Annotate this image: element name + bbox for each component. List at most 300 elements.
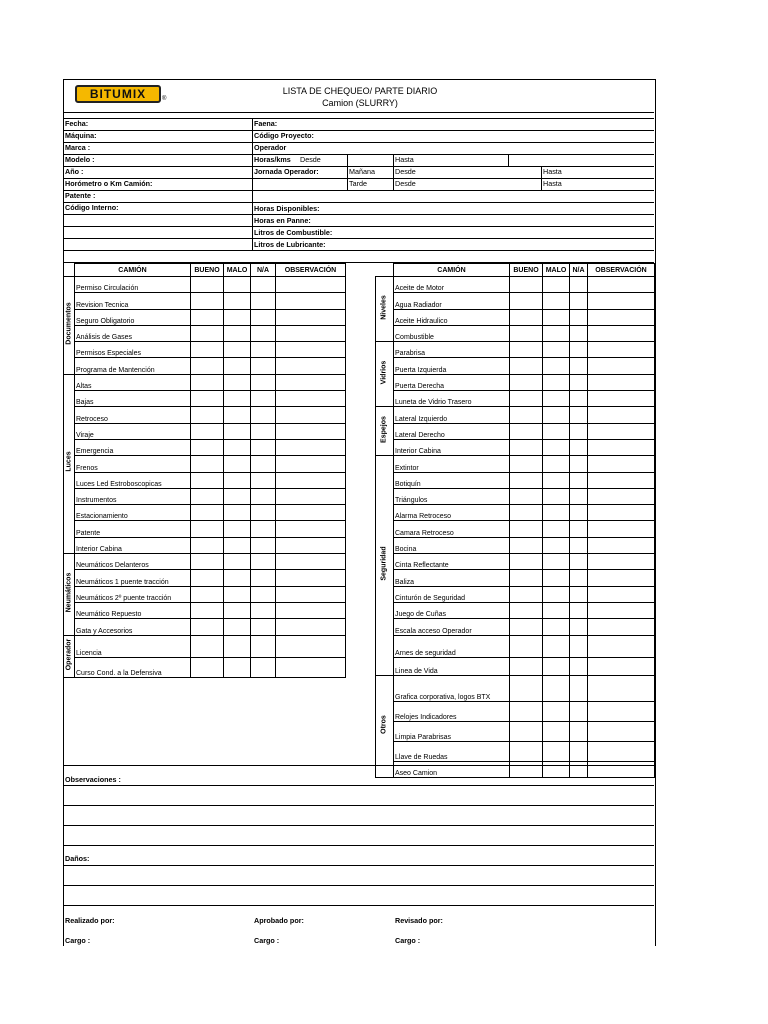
bueno-cell[interactable]: [510, 619, 543, 635]
bueno-cell[interactable]: [510, 456, 543, 472]
manana-hasta-label: Hasta: [543, 167, 562, 176]
na-cell[interactable]: [251, 602, 276, 618]
bueno-cell[interactable]: [191, 521, 224, 537]
malo-cell[interactable]: [543, 358, 570, 374]
table-row: [376, 570, 655, 586]
malo-cell[interactable]: [543, 570, 570, 586]
observacion-cell[interactable]: [276, 456, 346, 472]
group-label: Espejos: [380, 415, 388, 443]
observacion-cell[interactable]: [276, 293, 346, 309]
horas-kms-label: Horas/kms: [254, 155, 291, 164]
realizado-label: Realizado por:: [65, 916, 115, 925]
table-row: [64, 423, 346, 439]
malo-cell[interactable]: [224, 657, 251, 677]
malo-cell[interactable]: [543, 602, 570, 618]
footer-row-line: [63, 905, 654, 906]
na-cell[interactable]: [570, 721, 588, 741]
na-cell[interactable]: [251, 472, 276, 488]
na-cell[interactable]: [251, 325, 276, 341]
na-cell[interactable]: [570, 554, 588, 570]
malo-cell[interactable]: [543, 675, 570, 701]
info-row-line: [63, 250, 654, 251]
header-divider-2: [63, 118, 654, 119]
bueno-cell[interactable]: [191, 293, 224, 309]
item-label: Cinturón de Seguridad: [394, 586, 510, 602]
malo-cell[interactable]: [224, 505, 251, 521]
observacion-cell[interactable]: [588, 721, 655, 741]
observacion-cell[interactable]: [588, 554, 655, 570]
na-cell[interactable]: [251, 456, 276, 472]
na-cell[interactable]: [570, 407, 588, 423]
bueno-cell[interactable]: [191, 423, 224, 439]
bueno-cell[interactable]: [510, 277, 543, 293]
table-row: [376, 635, 655, 657]
observacion-cell[interactable]: [276, 586, 346, 602]
na-cell[interactable]: [570, 657, 588, 675]
bueno-cell[interactable]: [510, 342, 543, 358]
observacion-cell[interactable]: [276, 391, 346, 407]
bueno-cell[interactable]: [510, 374, 543, 390]
malo-cell[interactable]: [543, 293, 570, 309]
bueno-cell[interactable]: [191, 488, 224, 504]
observacion-cell[interactable]: [588, 586, 655, 602]
item-label: Linea de Vida: [394, 657, 510, 675]
na-cell[interactable]: [570, 439, 588, 455]
na-cell[interactable]: [251, 342, 276, 358]
malo-cell[interactable]: [224, 293, 251, 309]
observacion-cell[interactable]: [276, 309, 346, 325]
group-cell: [64, 635, 75, 677]
observacion-cell[interactable]: [276, 325, 346, 341]
malo-cell[interactable]: [543, 537, 570, 553]
item-label: Parabrisa: [394, 342, 510, 358]
na-cell[interactable]: [570, 761, 588, 777]
table-row: [376, 374, 655, 390]
observacion-cell[interactable]: [276, 358, 346, 374]
observacion-cell[interactable]: [588, 293, 655, 309]
na-cell[interactable]: [251, 586, 276, 602]
malo-cell[interactable]: [543, 521, 570, 537]
table-row: [64, 537, 346, 553]
na-cell[interactable]: [570, 635, 588, 657]
observacion-cell[interactable]: [588, 423, 655, 439]
malo-cell[interactable]: [543, 554, 570, 570]
bueno-cell[interactable]: [510, 554, 543, 570]
table-row: [64, 391, 346, 407]
item-label: Frenos: [75, 456, 191, 472]
bueno-cell[interactable]: [510, 358, 543, 374]
bueno-cell[interactable]: [510, 657, 543, 675]
malo-cell[interactable]: [224, 407, 251, 423]
na-cell[interactable]: [570, 675, 588, 701]
bueno-cell[interactable]: [191, 505, 224, 521]
table-row: [64, 277, 346, 293]
revisado-label: Revisado por:: [395, 916, 443, 925]
bueno-cell[interactable]: [510, 701, 543, 721]
table-header-cell: MALO: [543, 264, 570, 277]
na-cell[interactable]: [570, 277, 588, 293]
malo-cell[interactable]: [543, 619, 570, 635]
malo-cell[interactable]: [543, 721, 570, 741]
item-label: Luces Led Estroboscopicas: [75, 472, 191, 488]
malo-cell[interactable]: [224, 325, 251, 341]
na-cell[interactable]: [570, 391, 588, 407]
malo-cell[interactable]: [224, 439, 251, 455]
na-cell[interactable]: [570, 358, 588, 374]
observacion-cell[interactable]: [588, 521, 655, 537]
item-label: Retroceso: [75, 407, 191, 423]
malo-cell[interactable]: [543, 586, 570, 602]
table-row: [64, 325, 346, 341]
observacion-cell[interactable]: [588, 358, 655, 374]
header-divider: [63, 112, 654, 113]
na-cell[interactable]: [570, 342, 588, 358]
bueno-cell[interactable]: [510, 505, 543, 521]
table-row: [376, 293, 655, 309]
na-cell[interactable]: [570, 586, 588, 602]
observacion-cell[interactable]: [588, 391, 655, 407]
group-cell: [376, 277, 394, 342]
malo-cell[interactable]: [543, 741, 570, 761]
aprobado-label: Aprobado por:: [254, 916, 304, 925]
malo-cell[interactable]: [224, 342, 251, 358]
bueno-cell[interactable]: [191, 342, 224, 358]
na-cell[interactable]: [251, 358, 276, 374]
bueno-cell[interactable]: [510, 407, 543, 423]
malo-cell[interactable]: [543, 761, 570, 777]
bueno-cell[interactable]: [191, 657, 224, 677]
malo-cell[interactable]: [224, 521, 251, 537]
table-row: [64, 358, 346, 374]
table-row: [64, 505, 346, 521]
observacion-cell[interactable]: [276, 505, 346, 521]
info-col-divider: [508, 154, 509, 166]
item-label: Extintor: [394, 456, 510, 472]
table-row: [376, 554, 655, 570]
na-cell[interactable]: [251, 554, 276, 570]
observacion-cell[interactable]: [276, 537, 346, 553]
observacion-cell[interactable]: [588, 407, 655, 423]
observacion-cell[interactable]: [276, 570, 346, 586]
bueno-cell[interactable]: [510, 439, 543, 455]
table-row: [376, 721, 655, 741]
observacion-cell[interactable]: [276, 619, 346, 635]
observacion-cell[interactable]: [276, 554, 346, 570]
bueno-cell[interactable]: [510, 761, 543, 777]
observacion-cell[interactable]: [276, 635, 346, 657]
table-row: [64, 407, 346, 423]
group-label: Vidrios: [380, 360, 388, 385]
table-row: [64, 488, 346, 504]
bueno-cell[interactable]: [510, 423, 543, 439]
item-label: Neumáticos Delanteros: [75, 554, 191, 570]
observacion-cell[interactable]: [276, 488, 346, 504]
item-label: Baliza: [394, 570, 510, 586]
observacion-cell[interactable]: [588, 619, 655, 635]
na-cell[interactable]: [570, 741, 588, 761]
observacion-cell[interactable]: [588, 472, 655, 488]
table-row: [376, 407, 655, 423]
na-cell[interactable]: [570, 602, 588, 618]
na-cell[interactable]: [251, 570, 276, 586]
na-cell[interactable]: [251, 505, 276, 521]
na-cell[interactable]: [570, 701, 588, 721]
malo-cell[interactable]: [224, 488, 251, 504]
malo-cell[interactable]: [224, 277, 251, 293]
malo-cell[interactable]: [224, 456, 251, 472]
info-row-line: [63, 226, 654, 227]
table-row: [376, 456, 655, 472]
table-row: [376, 505, 655, 521]
observacion-cell[interactable]: [588, 309, 655, 325]
malo-cell[interactable]: [543, 277, 570, 293]
malo-cell[interactable]: [543, 439, 570, 455]
na-cell[interactable]: [251, 635, 276, 657]
table-row: [64, 635, 346, 657]
table-header-cell: OBSERVACIÓN: [276, 264, 346, 277]
logo-registered-mark: ®: [162, 96, 167, 102]
item-label: Programa de Mantención: [75, 358, 191, 374]
item-label: Neumático Repuesto: [75, 602, 191, 618]
bueno-cell[interactable]: [510, 675, 543, 701]
group-cell: [64, 277, 75, 375]
bueno-cell[interactable]: [510, 521, 543, 537]
bueno-cell[interactable]: [191, 325, 224, 341]
na-cell[interactable]: [570, 374, 588, 390]
observacion-cell[interactable]: [588, 537, 655, 553]
bueno-cell[interactable]: [191, 456, 224, 472]
malo-cell[interactable]: [543, 635, 570, 657]
bueno-cell[interactable]: [510, 488, 543, 504]
bueno-cell[interactable]: [510, 602, 543, 618]
observacion-cell[interactable]: [276, 374, 346, 390]
bueno-cell[interactable]: [510, 309, 543, 325]
observacion-cell[interactable]: [276, 472, 346, 488]
na-cell[interactable]: [570, 521, 588, 537]
na-cell[interactable]: [570, 537, 588, 553]
malo-cell[interactable]: [224, 619, 251, 635]
malo-cell[interactable]: [224, 602, 251, 618]
group-cell: [376, 456, 394, 675]
malo-cell[interactable]: [543, 391, 570, 407]
malo-cell[interactable]: [543, 325, 570, 341]
bueno-cell[interactable]: [191, 635, 224, 657]
table-row: [64, 342, 346, 358]
bueno-cell[interactable]: [510, 325, 543, 341]
na-cell[interactable]: [251, 293, 276, 309]
observacion-cell[interactable]: [276, 423, 346, 439]
na-cell[interactable]: [251, 537, 276, 553]
item-label: Arnes de seguridad: [394, 635, 510, 657]
observacion-cell[interactable]: [588, 741, 655, 761]
bueno-cell[interactable]: [510, 721, 543, 741]
bueno-cell[interactable]: [510, 472, 543, 488]
bueno-cell[interactable]: [191, 586, 224, 602]
observacion-cell[interactable]: [588, 505, 655, 521]
malo-cell[interactable]: [224, 391, 251, 407]
bueno-cell[interactable]: [191, 602, 224, 618]
bueno-cell[interactable]: [510, 293, 543, 309]
observacion-cell[interactable]: [276, 657, 346, 677]
observacion-cell[interactable]: [588, 570, 655, 586]
observacion-cell[interactable]: [588, 635, 655, 657]
bueno-cell[interactable]: [191, 554, 224, 570]
item-label: Puerta Izquierda: [394, 358, 510, 374]
table-row: [376, 602, 655, 618]
malo-cell[interactable]: [543, 505, 570, 521]
na-cell[interactable]: [570, 325, 588, 341]
bueno-cell[interactable]: [510, 635, 543, 657]
info-col-divider: [393, 154, 394, 190]
na-cell[interactable]: [570, 488, 588, 504]
observacion-cell[interactable]: [588, 488, 655, 504]
footer-row-line: [63, 785, 654, 786]
na-cell[interactable]: [570, 505, 588, 521]
bueno-cell[interactable]: [510, 537, 543, 553]
malo-cell[interactable]: [543, 342, 570, 358]
observacion-cell[interactable]: [276, 277, 346, 293]
table-row: [64, 472, 346, 488]
bueno-cell[interactable]: [191, 472, 224, 488]
observacion-cell[interactable]: [276, 407, 346, 423]
na-cell[interactable]: [251, 374, 276, 390]
observacion-cell[interactable]: [588, 342, 655, 358]
codigo-proyecto-label: Código Proyecto:: [254, 131, 314, 140]
na-cell[interactable]: [251, 391, 276, 407]
observacion-cell[interactable]: [588, 701, 655, 721]
malo-cell[interactable]: [224, 358, 251, 374]
na-cell[interactable]: [251, 277, 276, 293]
malo-cell[interactable]: [543, 309, 570, 325]
group-label: Otros: [380, 714, 388, 734]
na-cell[interactable]: [251, 407, 276, 423]
na-cell[interactable]: [570, 309, 588, 325]
item-label: Viraje: [75, 423, 191, 439]
observacion-cell[interactable]: [588, 325, 655, 341]
item-label: Bocina: [394, 537, 510, 553]
observacion-cell[interactable]: [588, 374, 655, 390]
observacion-cell[interactable]: [588, 675, 655, 701]
malo-cell[interactable]: [224, 309, 251, 325]
bueno-cell[interactable]: [191, 537, 224, 553]
na-cell[interactable]: [251, 309, 276, 325]
na-cell[interactable]: [570, 293, 588, 309]
item-label: Estacionamiento: [75, 505, 191, 521]
malo-cell[interactable]: [224, 472, 251, 488]
table-row: [64, 439, 346, 455]
malo-cell[interactable]: [543, 407, 570, 423]
bueno-cell[interactable]: [191, 619, 224, 635]
table-header-cell: OBSERVACIÓN: [588, 264, 655, 277]
na-cell[interactable]: [570, 472, 588, 488]
na-cell[interactable]: [570, 619, 588, 635]
bueno-cell[interactable]: [191, 309, 224, 325]
malo-cell[interactable]: [543, 472, 570, 488]
malo-cell[interactable]: [543, 374, 570, 390]
table-row: [376, 586, 655, 602]
observacion-cell[interactable]: [588, 602, 655, 618]
litros-combustible-label: Litros de Combustible:: [254, 228, 333, 237]
info-row-line: [63, 190, 654, 191]
table-row: [376, 423, 655, 439]
malo-cell[interactable]: [543, 488, 570, 504]
item-label: Altas: [75, 374, 191, 390]
bueno-cell[interactable]: [191, 277, 224, 293]
table-header-cell: BUENO: [191, 264, 224, 277]
table-header-cell: N/A: [570, 264, 588, 277]
malo-cell[interactable]: [224, 537, 251, 553]
bueno-cell[interactable]: [191, 570, 224, 586]
manana-label: Mañana: [349, 167, 375, 176]
malo-cell[interactable]: [224, 570, 251, 586]
manana-desde-label: Desde: [395, 167, 416, 176]
observacion-cell[interactable]: [588, 456, 655, 472]
group-cell: [64, 554, 75, 635]
observacion-cell[interactable]: [276, 521, 346, 537]
malo-cell[interactable]: [224, 374, 251, 390]
na-cell[interactable]: [251, 521, 276, 537]
malo-cell[interactable]: [224, 635, 251, 657]
na-cell[interactable]: [251, 439, 276, 455]
tarde-hasta-label: Hasta: [543, 179, 562, 188]
bueno-cell[interactable]: [510, 570, 543, 586]
na-cell[interactable]: [570, 456, 588, 472]
observacion-cell[interactable]: [588, 277, 655, 293]
na-cell[interactable]: [570, 423, 588, 439]
item-label: Aseo Camion: [394, 761, 510, 777]
malo-cell[interactable]: [543, 456, 570, 472]
na-cell[interactable]: [251, 488, 276, 504]
observacion-cell[interactable]: [588, 439, 655, 455]
na-cell[interactable]: [570, 570, 588, 586]
bueno-cell[interactable]: [191, 391, 224, 407]
group-label: Neumáticos: [65, 572, 72, 613]
malo-cell[interactable]: [543, 423, 570, 439]
malo-cell[interactable]: [543, 657, 570, 675]
na-cell[interactable]: [251, 657, 276, 677]
bueno-cell[interactable]: [191, 374, 224, 390]
item-label: Limpia Parabrisas: [394, 721, 510, 741]
table-row: [64, 619, 346, 635]
observacion-cell[interactable]: [276, 439, 346, 455]
observacion-cell[interactable]: [588, 761, 655, 777]
observacion-cell[interactable]: [588, 657, 655, 675]
table-row: [64, 309, 346, 325]
bueno-cell[interactable]: [191, 358, 224, 374]
table-row: [64, 657, 346, 677]
bueno-cell[interactable]: [191, 407, 224, 423]
observacion-cell[interactable]: [276, 602, 346, 618]
na-cell[interactable]: [251, 423, 276, 439]
na-cell[interactable]: [251, 619, 276, 635]
observacion-cell[interactable]: [276, 342, 346, 358]
bueno-cell[interactable]: [510, 741, 543, 761]
bueno-cell[interactable]: [510, 586, 543, 602]
bueno-cell[interactable]: [510, 391, 543, 407]
bueno-cell[interactable]: [191, 439, 224, 455]
malo-cell[interactable]: [224, 554, 251, 570]
item-label: Luneta de Vidrio Trasero: [394, 391, 510, 407]
malo-cell[interactable]: [224, 586, 251, 602]
tarde-desde-label: Desde: [395, 179, 416, 188]
item-label: Grafica corporativa, logos BTX: [394, 675, 510, 701]
malo-cell[interactable]: [543, 701, 570, 721]
item-label: Interior Cabina: [394, 439, 510, 455]
table-row: [376, 537, 655, 553]
danos-label: Daños:: [65, 854, 90, 863]
table-row: [64, 554, 346, 570]
malo-cell[interactable]: [224, 423, 251, 439]
